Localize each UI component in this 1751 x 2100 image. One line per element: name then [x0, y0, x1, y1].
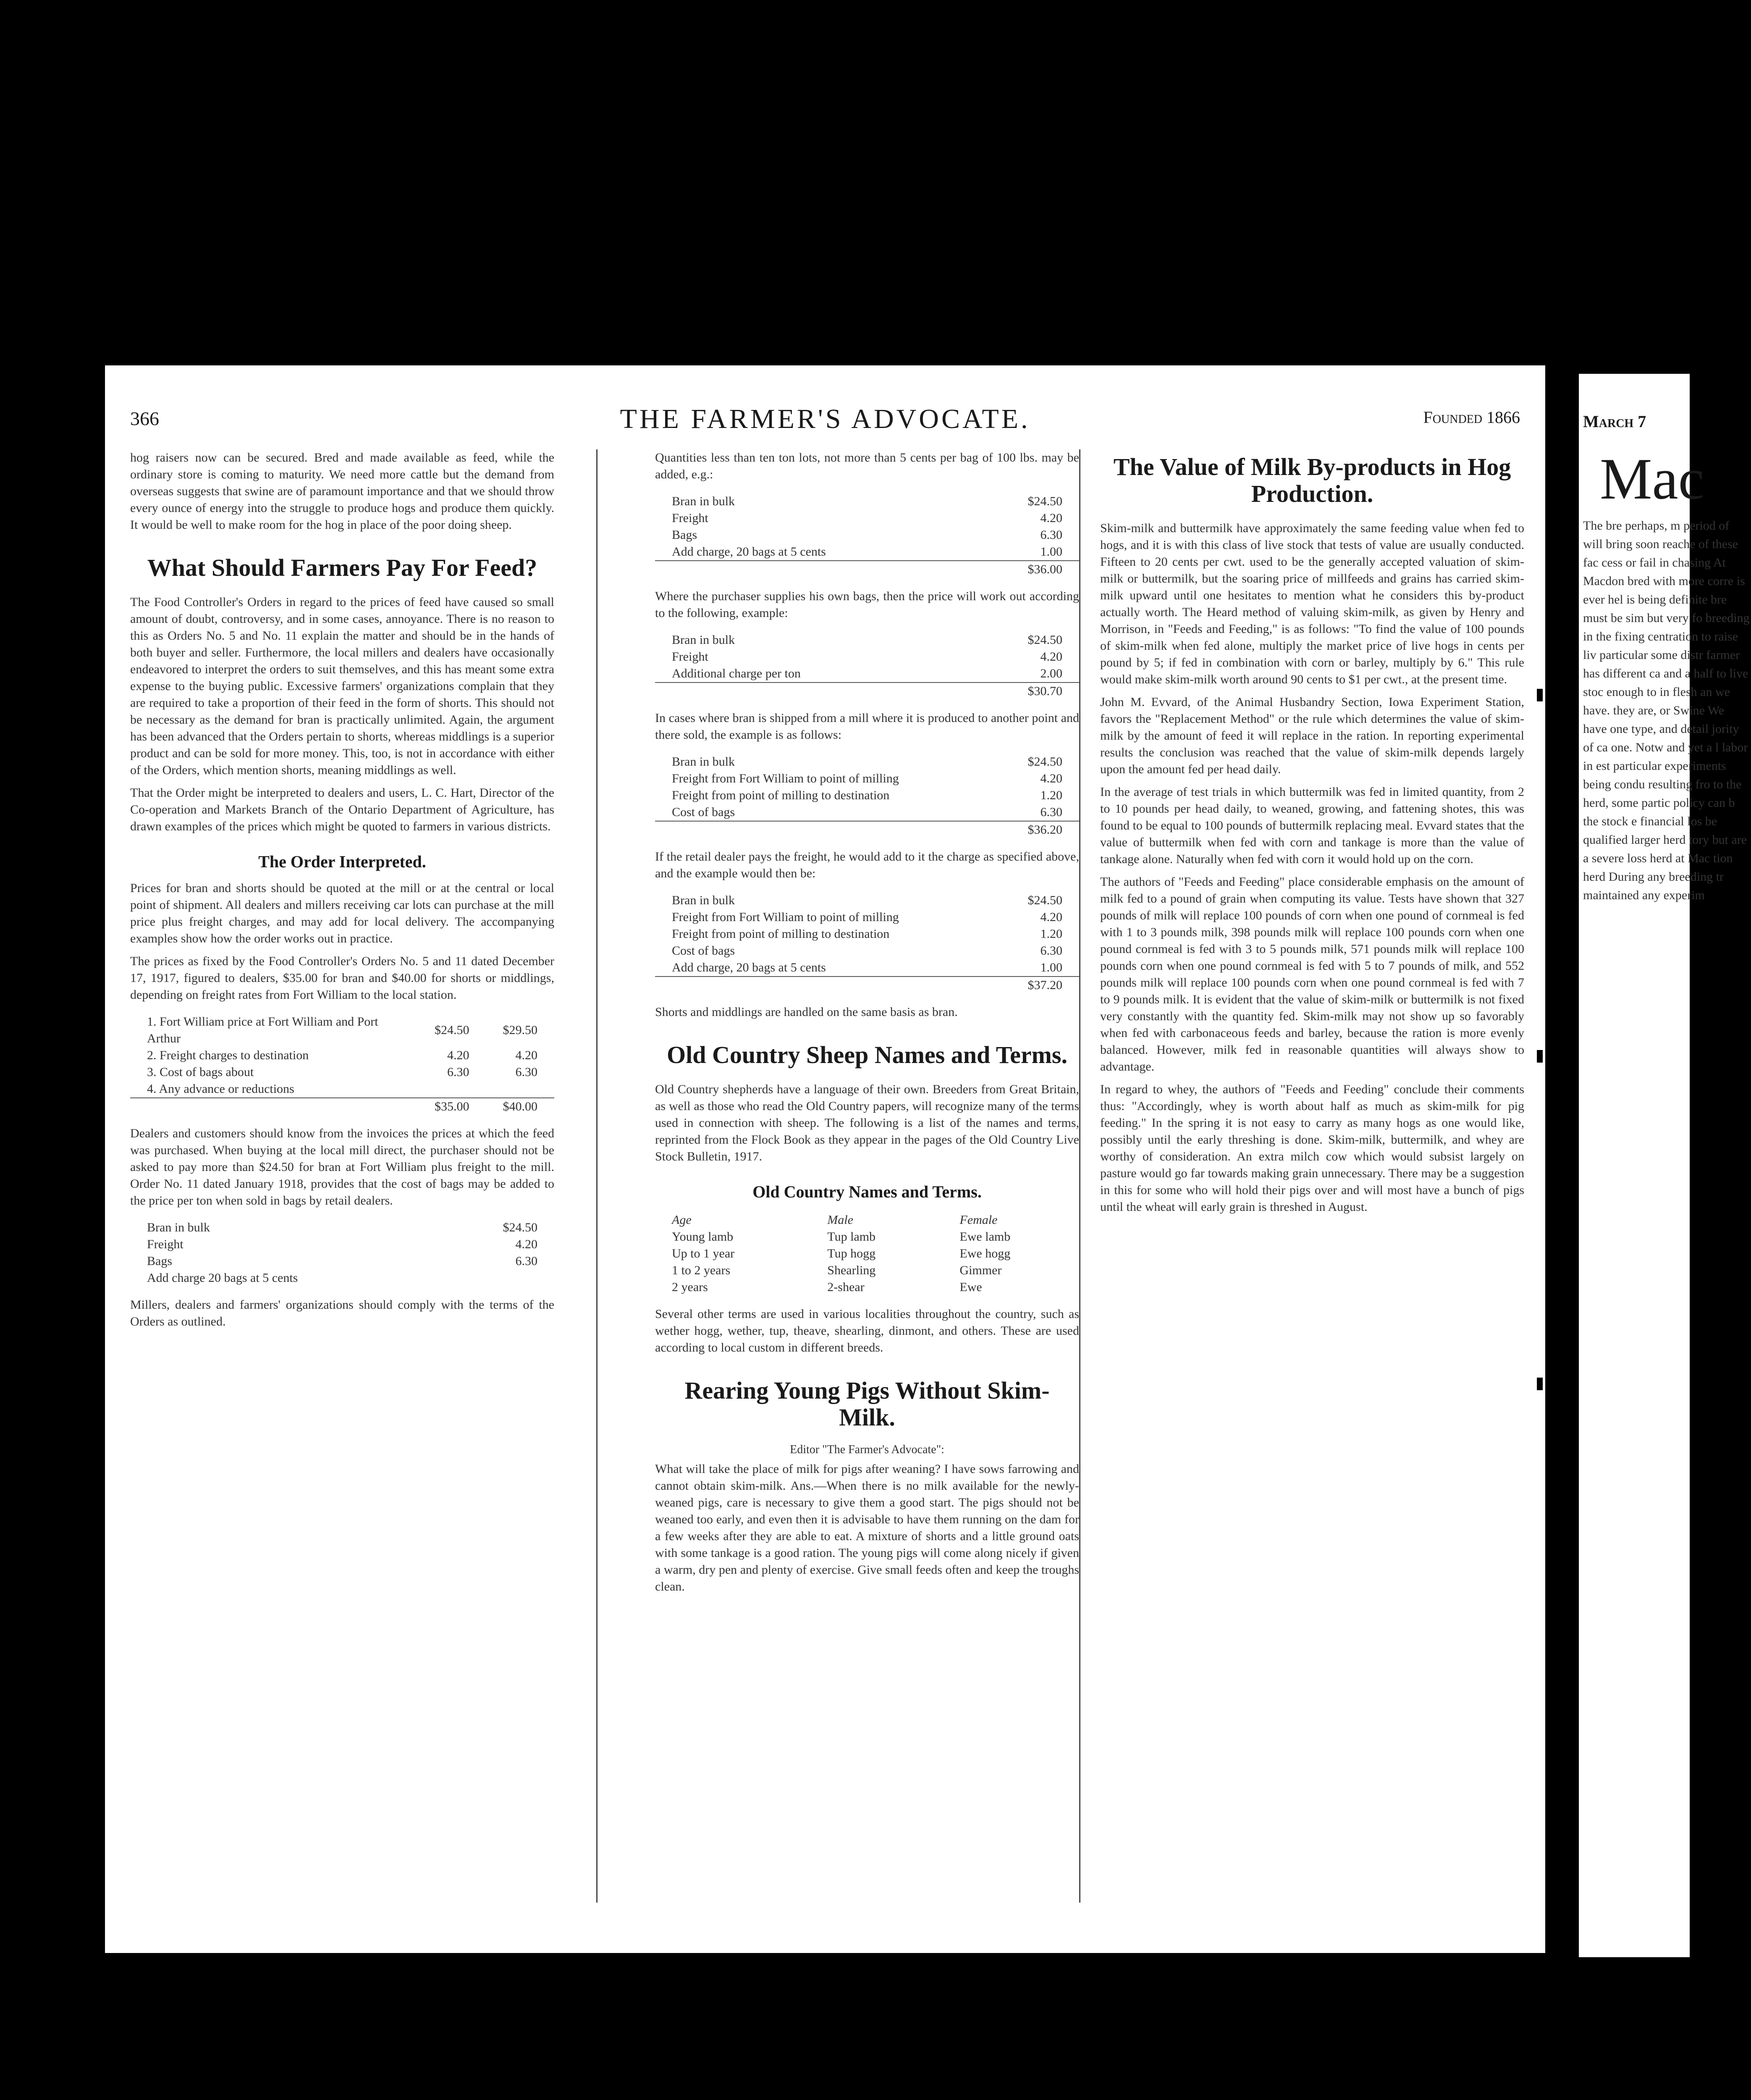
table-row: [655, 1279, 1079, 1296]
table-row: [655, 1262, 1079, 1279]
table-cell: 2. Freight charges to destination: [147, 1048, 309, 1062]
article-paragraph: Old Country shepherds have a language of their own. Breeders from Great Britain, as well as those who read the Old Country papers, will recognize many of the terms used in connection with sheep. The following is a list of the names and terms, reprinted from the Flock Book as they appear in the pages of the Old Country Live Stock Bulletin, 1917.: [655, 1082, 1079, 1163]
article-paragraph: The Food Controller's Orders in regard to the prices of feed have caused so small amount of doubt, controversy, and in some cases, annoyance. There is no reason to this as Orders No. 5 and No. 11 explain the matter and should be in the hands of both buyer and seller. Furthermore, the local millers and dealers have occasionally endeavored to interpret the orders to suit themselves, and this has meant some extra expense to the buying public. Excessive farmers' organizations complain that they are required to take a proportion of their feed in the form of shorts. This should not be necessary as the demand for bran is practically unlimited. Again, the argument has been advanced that the Orders pertain to shorts, whereas middlings is a superior product and can be sold for more money. This, too, is not in accordance with either of the Orders, which mention shorts, meaning middlings as well.: [130, 595, 554, 777]
article-paragraph: Millers, dealers and farmers' organizations should comply with the terms of the Orders as outlined.: [130, 1297, 554, 1328]
price-table: [655, 892, 1079, 994]
masthead-title: THE FARMER'S ADVOCATE.: [620, 404, 1030, 434]
table-cell: Add charge, 20 bags at 5 cents: [672, 545, 826, 559]
terms-table: [655, 1212, 1079, 1296]
table-row: [655, 804, 1079, 821]
table-cell: $24.50: [435, 1023, 469, 1037]
lead-paragraph: hog raisers now can be secured. Bred and made available as feed, while the ordinary store is coming to maturity. We need more cattle but the demand from overseas suggests that swine are of paramount importance and that we should throw every ounce of energy into the struggle to produce hogs and produce them quickly. It would be well to make room for the hog in place of the poor doing sheep.: [130, 451, 554, 532]
table-cell: Young lamb: [672, 1229, 734, 1244]
table-cell: Bran in bulk: [147, 1220, 210, 1234]
article-title-feed-prices: What Should Farmers Pay For Feed?: [147, 554, 537, 581]
article-paragraph: In regard to whey, the authors of "Feeds and Feeding" conclude their comments thus: "Accordingly, whey is worth about half as much as skim-milk for pig feeding." In the spring it is not easy to carry as many hogs as one would like, possibly until the early threshing is done. Skim-milk, buttermilk, and whey are worthy of consideration. An extra milch cow which would subsist largely on pasture would go far towards making grain unnecessary. There may be a suggestion in this for some who will hold their pigs over and will most have a bunch of pigs until the wheat will early grain is threshed in August.: [1100, 1082, 1524, 1214]
column-rule: [1079, 449, 1080, 1903]
table-total-row: [655, 976, 1079, 994]
table-cell: $24.50: [1028, 494, 1062, 508]
table-row: [655, 753, 1079, 770]
table-row: [655, 510, 1079, 527]
newspaper-page: [105, 365, 1545, 1953]
table-cell: $29.50: [503, 1023, 537, 1037]
table-cell: Freight: [672, 511, 708, 525]
table-total-row: [655, 682, 1079, 700]
table-cell: Ewe lamb: [959, 1229, 1011, 1244]
film-speck: [1537, 1050, 1543, 1063]
table-cell: 1.00: [1040, 545, 1062, 559]
table-cell: Shearling: [827, 1263, 876, 1277]
price-table: [655, 753, 1079, 838]
table-row: [130, 1253, 554, 1270]
table-row: [130, 1081, 554, 1098]
table-row: [130, 1236, 554, 1253]
table-cell: 1.00: [1040, 961, 1062, 974]
table-row: [655, 909, 1079, 926]
adjacent-page-header: March 7: [1583, 412, 1646, 431]
table-cell: $37.20: [991, 976, 1079, 994]
table-row: [655, 926, 1079, 942]
table-cell: Freight from Fort William to point of milling: [672, 910, 899, 924]
price-table: [655, 493, 1079, 578]
table-cell: 4. Any advance or reductions: [147, 1082, 294, 1096]
table-cell: Additional charge per ton: [672, 667, 801, 680]
column-2: [655, 449, 1079, 1595]
table-header-row: [655, 1212, 1079, 1228]
article-paragraph: Where the purchaser supplies his own bags, then the price will work out according to the following, example:: [655, 589, 1079, 620]
price-table: [655, 632, 1079, 700]
founded-line: Founded 1866: [1423, 408, 1520, 427]
table-row: [130, 1047, 554, 1064]
table-total-row: [655, 821, 1079, 838]
table-cell: 4.20: [1040, 650, 1062, 664]
price-table: [130, 1219, 554, 1286]
table-row: [655, 892, 1079, 909]
table-row: [655, 665, 1079, 682]
table-cell: $36.00: [966, 561, 1079, 578]
table-cell: 6.30: [1040, 944, 1062, 958]
adjacent-page-title: Mac: [1600, 446, 1704, 512]
table-cell: 1.20: [1040, 788, 1062, 802]
table-cell: Add charge, 20 bags at 5 cents: [672, 961, 826, 974]
table-cell: Bags: [672, 528, 697, 542]
table-cell: 4.20: [515, 1237, 537, 1251]
table-cell: Tup lamb: [827, 1229, 876, 1244]
table-cell: Cost of bags: [672, 805, 735, 819]
table-cell: Add charge 20 bags at 5 cents: [147, 1270, 298, 1285]
table-cell: 6.30: [515, 1065, 537, 1079]
table-cell: Ewe hogg: [959, 1246, 1011, 1260]
table-cell: 4.20: [1040, 772, 1062, 785]
article-title-sheep-names: Old Country Sheep Names and Terms.: [667, 1041, 1067, 1068]
table-cell: Freight from Fort William to point of milling: [672, 772, 899, 785]
table-cell: Bran in bulk: [672, 755, 735, 769]
table-cell: Bags: [147, 1254, 172, 1268]
table-cell: 4.20: [1040, 910, 1062, 924]
table-cell: Cost of bags: [672, 944, 735, 958]
table-total-row: [655, 561, 1079, 578]
table-row: [655, 1245, 1079, 1262]
table-row: [655, 632, 1079, 648]
table-cell: [486, 1081, 555, 1098]
table-cell: $40.00: [486, 1098, 555, 1115]
table-cell: Tup hogg: [827, 1246, 876, 1260]
article-title-milk-by-products: The Value of Milk By-products in Hog Production.: [1113, 453, 1511, 507]
article-paragraph: The authors of "Feeds and Feeding" place considerable emphasis on the amount of milk fed to a pound of grain when computing its value. Tests have shown that 327 pounds of milk will replace 100 pounds of corn when one pound of cornmeal is fed with 1 to 3 pounds milk, 398 pounds milk will replace 100 pounds corn when one pound cornmeal is fed with 3 to 5 pounds milk, 571 pounds milk will replace 100 pounds corn when one pound cornmeal is fed with 5 to 7 pounds of milk, and 552 pounds milk will replace 100 pounds corn when one pound cornmeal is fed with 7 to 9 pounds milk. It is evident that the value of skim-milk or buttermilk is not fixed very constantly with the quantity fed. Skim-milk may not show up so favorably when fed with carbonaceous feeds and barley, because the ration is more evenly balanced. However, milk fed in reasonable quantities will always show to advantage.: [1100, 874, 1524, 1074]
adjacent-page-fragment: [1579, 374, 1750, 1957]
article-paragraph: John M. Evvard, of the Animal Husbandry Section, Iowa Experiment Station, favors the "Replacement Method" or the rule which determines the value of skim-milk by the amount of feed it will replace in the ration. In reporting experimental results the conclusion was reached that the value of skim-milk depends largely upon the amount fed per head daily.: [1100, 695, 1524, 776]
table-cell: 4.20: [515, 1048, 537, 1062]
table-cell: 1. Fort William price at Fort William and Port Arthur: [147, 1014, 378, 1045]
table-row: [655, 1228, 1079, 1245]
table-cell: Ewe: [959, 1280, 982, 1294]
table-row: [655, 543, 1079, 561]
adjacent-page-text: The bre perhaps, m period of will bring soon reache of these fac cess or fail in chasing At Macdon bred with more corre is ever hel is being definite bre must be sim but very fo breeding in the fixing centration to raise liv particular some distr farmer has different ca and a half to live stoc enough to in flesh an we have. they are, or Swine We have one type, and detail jority of ca one. Notw and yet a l labor in est particular experiments being condu resulting fro to the herd, some partic policy can b the stock e financial los be qualified larger herd tory but are a severe loss herd at Mac tion herd During any breeding tr maintained any experim: [1583, 519, 1750, 902]
table-cell: Gimmer: [959, 1263, 1002, 1277]
table-cell: 6.30: [1040, 805, 1062, 819]
table-cell: 1.20: [1040, 927, 1062, 941]
column-rule: [596, 449, 598, 1903]
article-paragraph: In the average of test trials in which buttermilk was fed in limited quantity, from 2 to 10 pounds per head daily, to weaned, growing, and fattening shotes, this was found to be equal to 100 pounds of buttermilk replacing meal. Evvard states that the value of buttermilk when fed with corn and tankage is more than the value of tankage alone. Naturally when fed with corn it would hold up on the corn.: [1100, 785, 1524, 866]
table-cell: Freight: [147, 1237, 183, 1251]
table-cell: 6.30: [1040, 528, 1062, 542]
table-cell: 2-shear: [827, 1280, 865, 1294]
article-paragraph: Quantities less than ten ton lots, not more than 5 cents per bag of 100 lbs. may be added, e.g.:: [655, 451, 1079, 481]
subheading-names-terms: Old Country Names and Terms.: [752, 1182, 982, 1201]
page-number: 366: [130, 408, 159, 429]
article-paragraph: In cases where bran is shipped from a mill where it is produced to another point and there sold, the example is as follows:: [655, 711, 1079, 742]
table-row: [655, 770, 1079, 787]
table-cell: Bran in bulk: [672, 893, 735, 907]
table-row: [655, 648, 1079, 665]
price-table: [130, 1013, 554, 1115]
table-cell: 4.20: [447, 1048, 469, 1062]
article-paragraph: That the Order might be interpreted to dealers and users, L. C. Hart, Director of the Co-operation and Markets Branch of the Ontario Department of Agriculture, has drawn examples of the prices which might be quoted to farmers in various districts.: [130, 785, 554, 833]
table-cell: Bran in bulk: [672, 633, 735, 647]
table-cell: $24.50: [1028, 755, 1062, 769]
page-header: [130, 403, 1520, 437]
table-row: [655, 493, 1079, 510]
table-cell: Up to 1 year: [672, 1246, 735, 1260]
table-total-row: [130, 1098, 554, 1115]
table-cell: $24.50: [503, 1220, 537, 1234]
table-cell: $24.50: [1028, 893, 1062, 907]
table-cell: 6.30: [515, 1254, 537, 1268]
column-1: [130, 449, 554, 1330]
article-paragraph: Shorts and middlings are handled on the same basis as bran.: [655, 1005, 958, 1019]
table-header: Age: [672, 1213, 692, 1227]
table-cell: Freight from point of milling to destination: [672, 927, 890, 941]
film-speck: [1537, 1378, 1543, 1390]
table-cell: 1 to 2 years: [672, 1263, 731, 1277]
table-cell: $35.00: [418, 1098, 486, 1115]
article-paragraph: Skim-milk and buttermilk have approximately the same feeding value when fed to hogs, and it is with this class of live stock that tests of value are usually conducted. Fifteen to 20 cents per cwt. used to be the generally accepted valuation of skim-milk or buttermilk, but the soaring price of millfeeds and grains has carried skim-milk upward until one hesitates to mention what he considers this by-product actually worth. The Heard method of valuing skim-milk, as given by Henry and Morrison, in "Feeds and Feeding," is as follows: "To find the value of 100 pounds of skim-milk when fed alone, multiply the market price of live hogs in cents per pound by 5; if fed in combination with corn or barley, multiply by 6." This rule would make skim-milk worth around 90 cents to $1 per cwt., at the present time.: [1100, 521, 1524, 686]
article-paragraph: Dealers and customers should know from the invoices the prices at which the feed was purchased. When buying at the local mill direct, the purchaser should not be asked to pay more than $24.50 for bran at Fort William plus freight to the mill. Order No. 11 dated January 1918, provides that the cost of bags may be added to the price per ton when sold in bags by retail dealers.: [130, 1126, 554, 1208]
table-row: [655, 942, 1079, 959]
film-speck: [1537, 689, 1543, 701]
table-cell: 2 years: [672, 1280, 708, 1294]
table-cell: Freight from point of milling to destination: [672, 788, 890, 802]
table-cell: 4.20: [1040, 511, 1062, 525]
table-row: [130, 1064, 554, 1081]
table-cell: [440, 1270, 554, 1286]
article-paragraph: The prices as fixed by the Food Controller's Orders No. 5 and 11 dated December 17, 1917, figured to dealers, $35.00 for bran and $40.00 for shorts or middlings, depending on freight rates from Fort William to the local station.: [130, 954, 554, 1002]
article-paragraph: Prices for bran and shorts should be quoted at the mill or at the central or local point of shipment. All dealers and millers receiving car lots can purchase at the mill price plus freight charges, and may add for local delivery. The accompanying examples show how the order works out in practice.: [130, 881, 554, 945]
table-cell: Bran in bulk: [672, 494, 735, 508]
table-row: [655, 959, 1079, 976]
table-row: [655, 787, 1079, 804]
table-cell: $24.50: [1028, 633, 1062, 647]
table-cell: [418, 1081, 486, 1098]
subheading-order-interpreted: The Order Interpreted.: [258, 852, 426, 871]
article-paragraph: What will take the place of milk for pigs after weaning? I have sows farrowing and cannot obtain skim-milk. Ans.—When there is no milk available for the newly-weaned pigs, care is necessary to give them a good start. The pigs should not be weaned too early, and even then it is advisable to have them running on the dam for a few weeks after they are able to eat. A mixture of shorts and a little ground oats with some tankage is a good ration. The young pigs will come along nicely if given a warm, dry pen and plenty of exercise. Give small feeds often and keep the troughs clean.: [655, 1462, 1079, 1594]
article-paragraph: If the retail dealer pays the freight, he would add to it the charge as specified above, and the example would then be:: [655, 850, 1079, 880]
table-row: [655, 527, 1079, 543]
table-cell: 6.30: [447, 1065, 469, 1079]
table-row: [130, 1013, 554, 1047]
table-cell: 2.00: [1040, 667, 1062, 680]
table-cell: Freight: [672, 650, 708, 664]
table-cell: $30.70: [954, 682, 1079, 700]
table-cell: $36.20: [991, 821, 1079, 838]
table-cell: 3. Cost of bags about: [147, 1065, 254, 1079]
table-row: [130, 1270, 554, 1286]
article-paragraph: Several other terms are used in various localities throughout the country, such as wether hogg, wether, tup, theave, shearling, dinmont, and others. These are used according to local custom in different breeds.: [655, 1307, 1079, 1354]
table-header: Male: [827, 1213, 853, 1227]
table-header: Female: [959, 1213, 998, 1227]
column-3: [1100, 449, 1524, 1215]
table-row: [130, 1219, 554, 1236]
article-title-rearing-pigs: Rearing Young Pigs Without Skim-Milk.: [684, 1376, 1050, 1431]
article-byline: Editor "The Farmer's Advocate":: [790, 1443, 944, 1457]
